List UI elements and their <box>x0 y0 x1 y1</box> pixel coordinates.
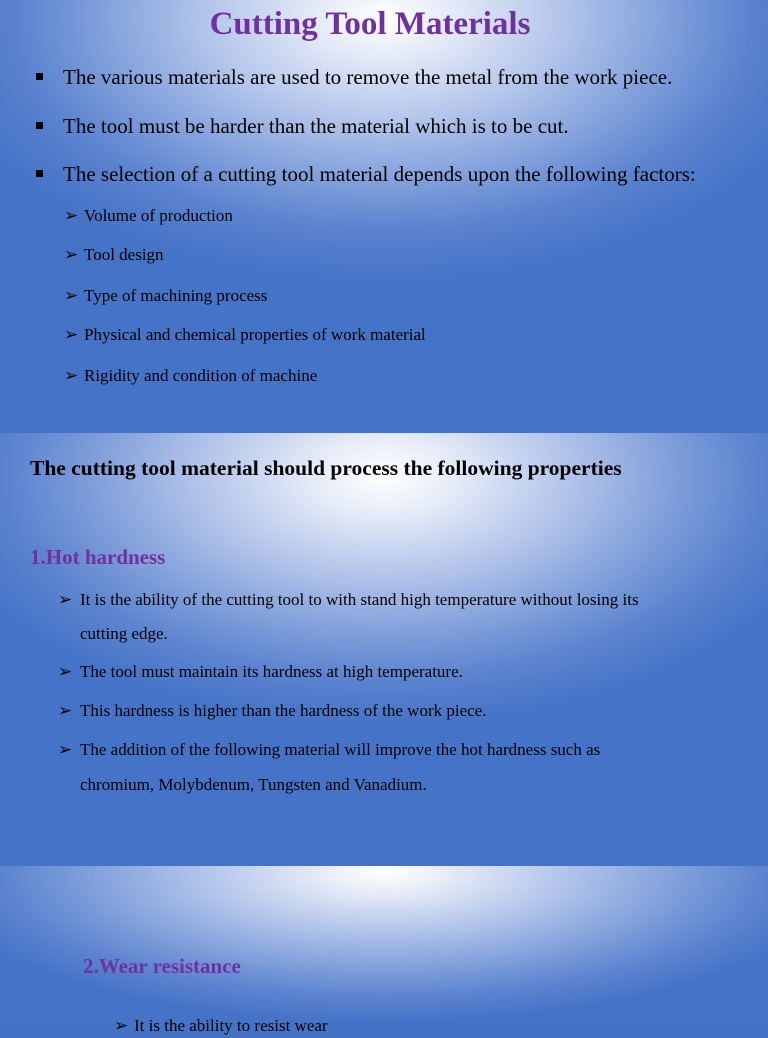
bullet-text: The various materials are used to remove the metal from the work piece. <box>63 65 673 89</box>
factor-text: Rigidity and condition of machine <box>84 366 318 385</box>
slide-hot-hardness <box>0 433 768 865</box>
point-text: chromium, Molybdenum, Tungsten and Vanadium. <box>80 775 427 794</box>
section-title: 2.Wear resistance <box>83 954 241 978</box>
point-text: The tool must maintain its hardness at high temperature. <box>80 662 463 681</box>
slide-wear-resistance <box>0 866 768 1036</box>
arrow-bullet-icon: ➢ <box>58 662 73 682</box>
arrow-bullet-icon: ➢ <box>64 366 79 386</box>
factor-text: Tool design <box>84 245 164 264</box>
factor-text: Physical and chemical properties of work material <box>84 325 426 344</box>
arrow-bullet-icon: ➢ <box>64 206 79 226</box>
arrow-bullet-icon: ➢ <box>64 245 79 265</box>
arrow-bullet-icon: ➢ <box>58 590 73 610</box>
point-text: This hardness is higher than the hardness of the work piece. <box>80 701 487 720</box>
bullet-text: The selection of a cutting tool material depends upon the following factors: <box>63 162 696 186</box>
arrow-bullet-icon: ➢ <box>58 740 73 760</box>
square-bullet-icon <box>36 122 43 129</box>
arrow-bullet-icon: ➢ <box>114 1016 129 1036</box>
arrow-bullet-icon: ➢ <box>64 286 79 306</box>
point-text: It is the ability of the cutting tool to with stand high temperature without losing its <box>80 590 639 609</box>
slide-heading: The cutting tool material should process the following properties <box>30 456 622 480</box>
arrow-bullet-icon: ➢ <box>64 325 79 345</box>
slide-cutting-tool-materials <box>0 0 768 432</box>
slide-title: Cutting Tool Materials <box>209 6 531 42</box>
square-bullet-icon <box>36 170 43 177</box>
square-bullet-icon <box>36 73 43 80</box>
point-text: cutting edge. <box>80 624 168 643</box>
factor-text: Type of machining process <box>84 286 268 305</box>
point-text: The addition of the following material will improve the hot hardness such as <box>80 740 601 759</box>
point-text: It is the ability to resist wear <box>134 1016 328 1035</box>
arrow-bullet-icon: ➢ <box>58 701 73 721</box>
section-title: 1.Hot hardness <box>30 545 166 569</box>
bullet-text: The tool must be harder than the material which is to be cut. <box>63 114 569 138</box>
factor-text: Volume of production <box>84 206 233 225</box>
